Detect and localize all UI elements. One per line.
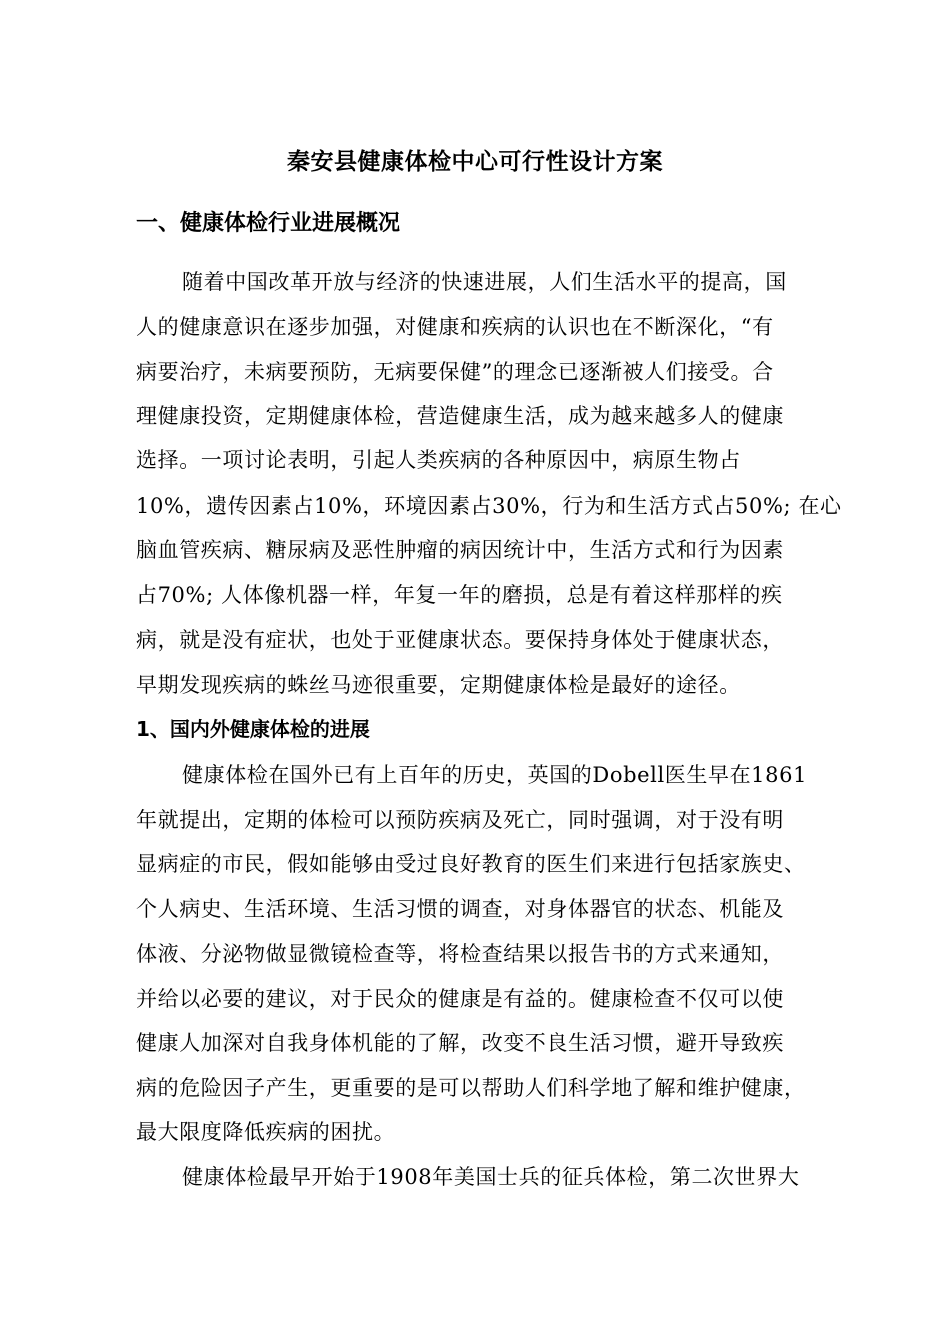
paragraph-line: 人的健康意识在逐步加强，对健康和疾病的认识也在不断深化，“有 [136, 315, 774, 339]
paragraph-line: 个人病史、生活环境、生活习惯的调查，对身体器官的状态、机能及 [136, 897, 784, 921]
paragraph-line: 健康体检最早开始于1908年美国士兵的征兵体检，第二次世界大 [182, 1165, 800, 1189]
paragraph-line: 随着中国改革开放与经济的快速进展，人们生活水平的提高，国 [182, 270, 787, 294]
section-heading: 一、健康体检行业进展概况 [136, 211, 401, 236]
paragraph-line: 病的危险因子产生，更重要的是可以帮助人们科学地了解和维护健康， [136, 1076, 806, 1100]
paragraph-line: 年就提出，定期的体检可以预防疾病及死亡，同时强调，对于没有明 [136, 808, 784, 832]
paragraph-line: 病，就是没有症状，也处于亚健康状态。要保持身体处于健康状态， [136, 628, 784, 652]
document-title: 秦安县健康体检中心可行性设计方案 [287, 149, 663, 175]
paragraph-line: 脑血管疾病、糖尿病及恶性肿瘤的病因统计中，生活方式和行为因素 [136, 538, 784, 562]
subsection-heading: 1、国内外健康体检的进展 [136, 717, 370, 741]
paragraph-line: 理健康投资，定期健康体检，营造健康生活，成为越来越多人的健康 [136, 404, 784, 428]
paragraph-line: 最大限度降低疾病的困扰。 [136, 1120, 396, 1144]
paragraph-line: 健康人加深对自我身体机能的了解，改变不良生活习惯，避开导致疾 [136, 1031, 784, 1055]
paragraph-line: 选择。一项讨论表明，引起人类疾病的各种原因中，病原生物占 [136, 448, 741, 472]
paragraph-line: 并给以必要的建议，对于民众的健康是有益的。健康检查不仅可以使 [136, 987, 784, 1011]
paragraph-line: 健康体检在国外已有上百年的历史，英国的Dobell医生早在1861 [182, 763, 808, 787]
paragraph-line: 占70%; 人体像机器一样，年复一年的磨损，总是有着这样那样的疾 [136, 583, 783, 607]
paragraph-line: 早期发现疾病的蛛丝马迹很重要，定期健康体检是最好的途径。 [136, 673, 741, 697]
paragraph-line: 体液、分泌物做显微镜检查等，将检查结果以报告书的方式来通知， [136, 942, 784, 966]
paragraph-line: 病要治疗，未病要预防，无病要保健”的理念已逐渐被人们接受。合 [136, 360, 774, 384]
paragraph-line: 显病症的市民，假如能够由受过良好教育的医生们来进行包括家族史、 [136, 852, 806, 876]
paragraph-line: 10%，遗传因素占10%，环境因素占30%，行为和生活方式占50%; 在心 [136, 494, 842, 518]
